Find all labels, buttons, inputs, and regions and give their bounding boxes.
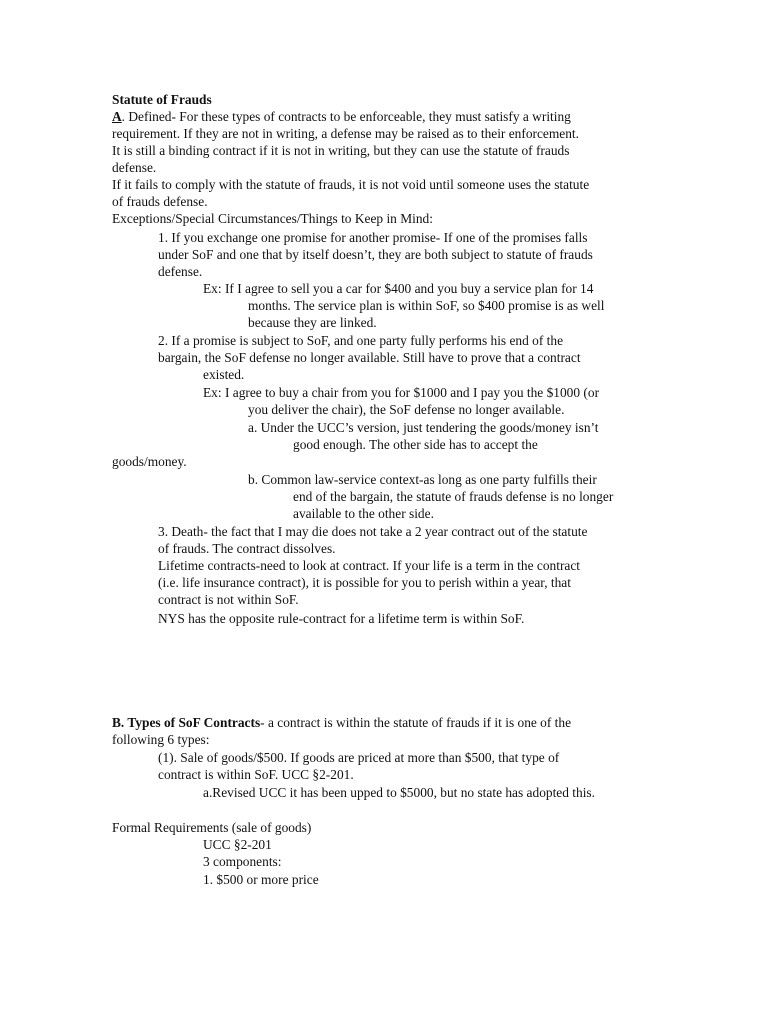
section-a-intro-line: requirement. If they are not in writing, a defense may be raised as to their enforcement. — [112, 126, 579, 141]
point-2-line: existed. — [203, 367, 245, 382]
section-b-line: following 6 types: — [112, 732, 210, 747]
item-1-line: (1). Sale of goods/$500. If goods are priced at more than $500, that type of — [158, 750, 560, 765]
point-1-line: 1. If you exchange one promise for another promise- If one of the promises falls — [158, 230, 588, 245]
formal-requirements-title: Formal Requirements (sale of goods) — [112, 820, 312, 835]
section-a-intro-line: defense. — [112, 160, 157, 175]
point-2-line: bargain, the SoF defense no longer available. Still have to prove that a contract — [158, 350, 581, 365]
point-2-example-line: Ex: I agree to buy a chair from you for $1000 and I pay you the $1000 (or — [203, 385, 600, 400]
point-1-example-line: because they are linked. — [248, 315, 377, 330]
point-1-example-line: months. The service plan is within SoF, so $400 promise is as well — [248, 298, 605, 313]
section-a-intro-line: of frauds defense. — [112, 194, 208, 209]
point-3-line: of frauds. The contract dissolves. — [158, 541, 336, 556]
item-1a-line: a.Revised UCC it has been upped to $5000, but no state has adopted this. — [203, 785, 595, 800]
point-3-line: (i.e. life insurance contract), it is possible for you to perish within a year, that — [158, 575, 571, 590]
point-2a-line: goods/money. — [112, 454, 187, 469]
point-2b-line: available to the other side. — [293, 506, 434, 521]
formal-requirements-line: UCC §2-201 — [203, 837, 272, 852]
section-a-intro-line: If it fails to comply with the statute of frauds, it is not void until someone uses the statute — [112, 177, 590, 192]
section-a-intro-line: It is still a binding contract if it is not in writing, but they can use the statute of frauds — [112, 143, 570, 158]
point-3-line: 3. Death- the fact that I may die does not take a 2 year contract out of the statute — [158, 524, 588, 539]
section-a-intro-line: A. Defined- For these types of contracts to be enforceable, they must satisfy a writing — [112, 109, 571, 124]
point-2-example-line: you deliver the chair), the SoF defense no longer available. — [248, 402, 565, 417]
section-a-title: Statute of Frauds — [112, 92, 212, 107]
point-3-line: NYS has the opposite rule-contract for a lifetime term is within SoF. — [158, 611, 525, 626]
point-1-line: defense. — [158, 264, 203, 279]
point-2-line: 2. If a promise is subject to SoF, and one party fully performs his end of the — [158, 333, 564, 348]
exceptions-heading: Exceptions/Special Circumstances/Things to Keep in Mind: — [112, 211, 433, 226]
point-2a-line: a. Under the UCC’s version, just tendering the goods/money isn’t — [248, 420, 599, 435]
point-3-line: contract is not within SoF. — [158, 592, 299, 607]
point-1-example-line: Ex: If I agree to sell you a car for $400 and you buy a service plan for 14 — [203, 281, 594, 296]
point-2b-line: b. Common law-service context-as long as one party fulfills their — [248, 472, 597, 487]
point-3-line: Lifetime contracts-need to look at contract. If your life is a term in the contract — [158, 558, 581, 573]
point-1-line: under SoF and one that by itself doesn’t, they are both subject to statute of frauds — [158, 247, 593, 262]
formal-requirements-line: 3 components: — [203, 854, 282, 869]
section-b-heading-line: B. Types of SoF Contracts- a contract is within the statute of frauds if it is one of the — [112, 715, 572, 730]
point-2b-line: end of the bargain, the statute of frauds defense is no longer — [293, 489, 614, 504]
section-a-letter: A — [112, 109, 122, 124]
section-b-heading: B. Types of SoF Contracts — [112, 715, 261, 730]
formal-requirements-line: 1. $500 or more price — [203, 872, 319, 887]
item-1-line: contract is within SoF. UCC §2-201. — [158, 767, 354, 782]
point-2a-line: good enough. The other side has to accept the — [293, 437, 538, 452]
